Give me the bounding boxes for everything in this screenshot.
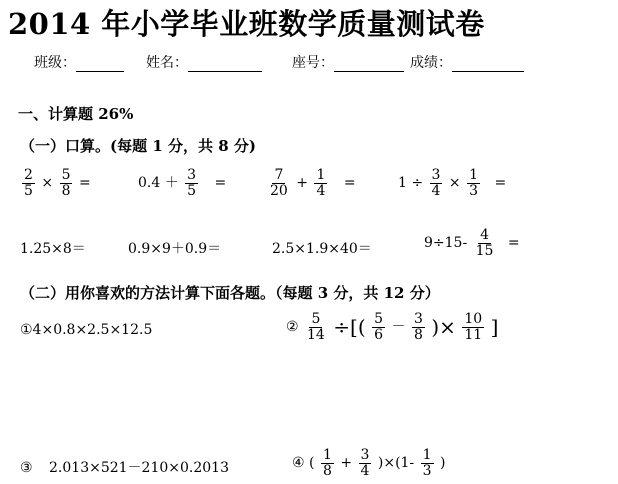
- fraction: $\frac{1}{4}$: [316, 167, 326, 199]
- part1-heading: （一）口算。(每题 1 分，共 8 分): [20, 137, 256, 155]
- name-blank: [188, 56, 262, 72]
- oral-question-2: 0.4 ＋ $\frac{3}{5}$ =: [138, 167, 227, 199]
- oral-question-3: $\frac{7}{20}$ + $\frac{1}{4}$ =: [270, 167, 356, 199]
- calc-problem-3: [20, 457, 229, 477]
- fraction: $\frac{5}{8}$: [61, 167, 71, 199]
- oral-question-7: 2.5×1.9×40＝: [272, 241, 372, 257]
- fraction: $\frac{3}{4}$: [360, 447, 370, 479]
- seat-field: [292, 52, 404, 72]
- fraction: $\frac{1}{3}$: [422, 447, 432, 479]
- seat-blank: [334, 56, 404, 72]
- oral-question-5: 1.25×8＝: [20, 241, 86, 257]
- problem-3-mark: ③: [20, 460, 33, 476]
- class-blank: [76, 56, 124, 72]
- fraction: $\frac{3}{8}$: [413, 311, 423, 343]
- score-blank: [452, 56, 524, 72]
- seat-label: 座号：: [292, 55, 334, 71]
- score-label: 成绩：: [410, 55, 452, 71]
- problem-3-expression: 2.013×521－210×0.2013: [49, 460, 229, 476]
- calc-problem-1: ①4×0.8×2.5×12.5: [20, 322, 153, 338]
- fraction: $\frac{5}{6}$: [374, 311, 384, 343]
- fraction: $\frac{4}{15}$: [475, 227, 494, 259]
- fraction: $\frac{5}{14}$: [307, 311, 325, 343]
- fraction: $\frac{1}{3}$: [469, 167, 479, 199]
- page-title: 2014 年小学毕业班数学质量测试卷: [8, 7, 485, 41]
- oral-question-6: 0.9×9＋0.9＝: [128, 241, 222, 257]
- fraction: $\frac{10}{11}$: [464, 311, 483, 343]
- fraction: $\frac{3}{5}$: [187, 167, 197, 199]
- calc-problem-4: ④ ( $\frac{1}{8}$ + $\frac{3}{4}$ )×(1- $\frac{1}{3}$ ): [292, 447, 446, 479]
- name-label: 姓名：: [146, 55, 188, 71]
- part2-heading: （二）用你喜欢的方法计算下面各题。（每题 3 分，共 12 分）: [20, 284, 440, 302]
- fraction: $\frac{7}{20}$: [270, 167, 288, 199]
- fraction: $\frac{1}{8}$: [322, 447, 332, 479]
- class-label: 班级：: [34, 55, 76, 71]
- name-field: [146, 52, 262, 72]
- fraction: $\frac{2}{5}$: [24, 167, 33, 199]
- oral-question-8: 9÷15- $\frac{4}{15}$ =: [424, 227, 520, 259]
- class-field: [34, 52, 124, 72]
- section-heading: 一、计算题 26%: [18, 105, 134, 123]
- oral-question-1: $\frac{2}{5}$ × $\frac{5}{8}$ =: [24, 167, 91, 199]
- calc-problem-2: ② $\frac{5}{14}$ ÷[( $\frac{5}{6}$ － $\frac{3}{8}$ )× $\frac{10}{11}$ ]: [286, 311, 499, 343]
- score-field: [410, 52, 524, 72]
- fraction: $\frac{3}{4}$: [431, 167, 441, 199]
- oral-question-4: 1 ÷ $\frac{3}{4}$ × $\frac{1}{3}$ =: [398, 167, 507, 199]
